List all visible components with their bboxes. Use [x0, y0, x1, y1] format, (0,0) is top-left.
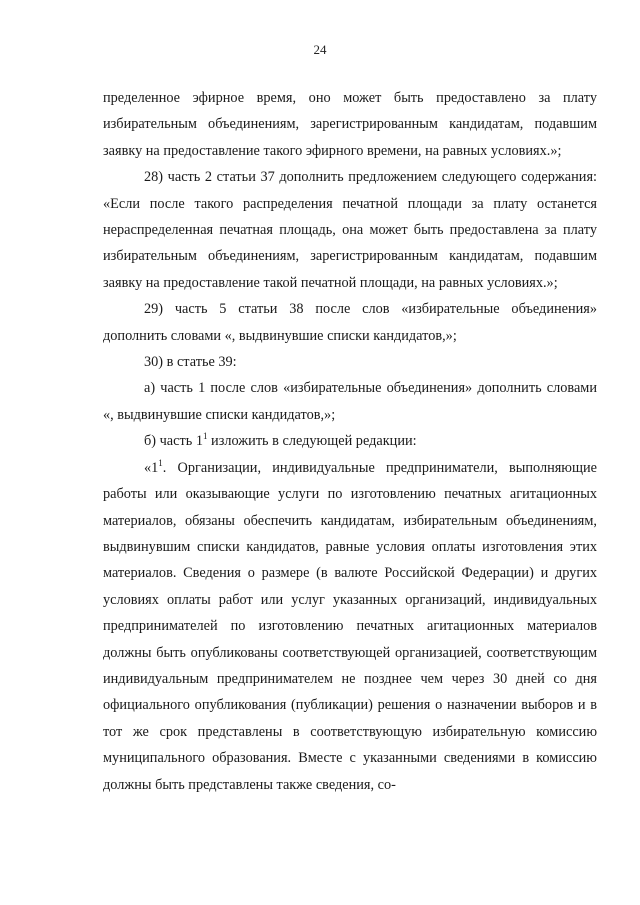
paragraph-item-a: а) часть 1 после слов «избирательные объединения» дополнить словами «, выдвинувшие списки кандидатов,»; [103, 380, 597, 423]
page-number: 24 [313, 42, 327, 57]
item-b-superscript: 1 [202, 431, 208, 442]
paragraph-item-b [103, 428, 597, 454]
paragraph-item-28: 28) часть 2 статьи 37 дополнить предложением следующего содержания: «Если после такого распределения печатной площади за плату останется нераспределенная печатная площадь, она может быть предоставлена за плату избирательным объединениям, зарегистрированным кандидатам, подавшим заявку на предоставление такой печатной площади, на равных условиях.»; [103, 169, 597, 291]
quote-text: . Организации, индивидуальные предприниматели, выполняющие работы или оказывающие услуги по изготовлению печатных агитационных материалов, обязаны обеспечить кандидатам, избирательным объединениям, выдвинувшим списки кандидатов, равные условия оплаты изготовления этих материалов. Сведения о размере (в валюте Российской Федерации) и других условиях оплаты работ или услуг указанных организаций, индивидуальных предпринимателей по изготовлению печатных агитационных материалов должны быть опубликованы соответствующей организацией, соответствующим индивидуальным предпринимателем не позднее чем через 30 дней со дня официального опубликования (публикации) решения о назначении выборов и в тот же срок представлены в соответствующую избирательную комиссию муниципального образования. Вместе с указанными сведениями в комиссию должны быть представлены также сведения, со- [103, 459, 597, 793]
quote-superscript: 1 [158, 457, 163, 468]
paragraph-item-29: 29) часть 5 статьи 38 после слов «избирательные объединения» дополнить словами «, выдвинувшие списки кандидатов,»; [103, 301, 597, 344]
paragraph-continuation: пределенное эфирное время, оно может быть предоставлено за плату избирательным объединениям, зарегистрированным кандидатам, подавшим заявку на предоставление такого эфирного времени, на равных условиях.»; [103, 90, 597, 159]
item-b-before: б) часть 1 [144, 433, 203, 450]
document-body [103, 85, 597, 798]
quote-open: «1 [144, 459, 159, 476]
paragraph-item-30: 30) в статье 39: [144, 354, 237, 371]
quoted-paragraph [103, 455, 597, 798]
item-b-after: изложить в следующей редакции: [207, 433, 417, 450]
